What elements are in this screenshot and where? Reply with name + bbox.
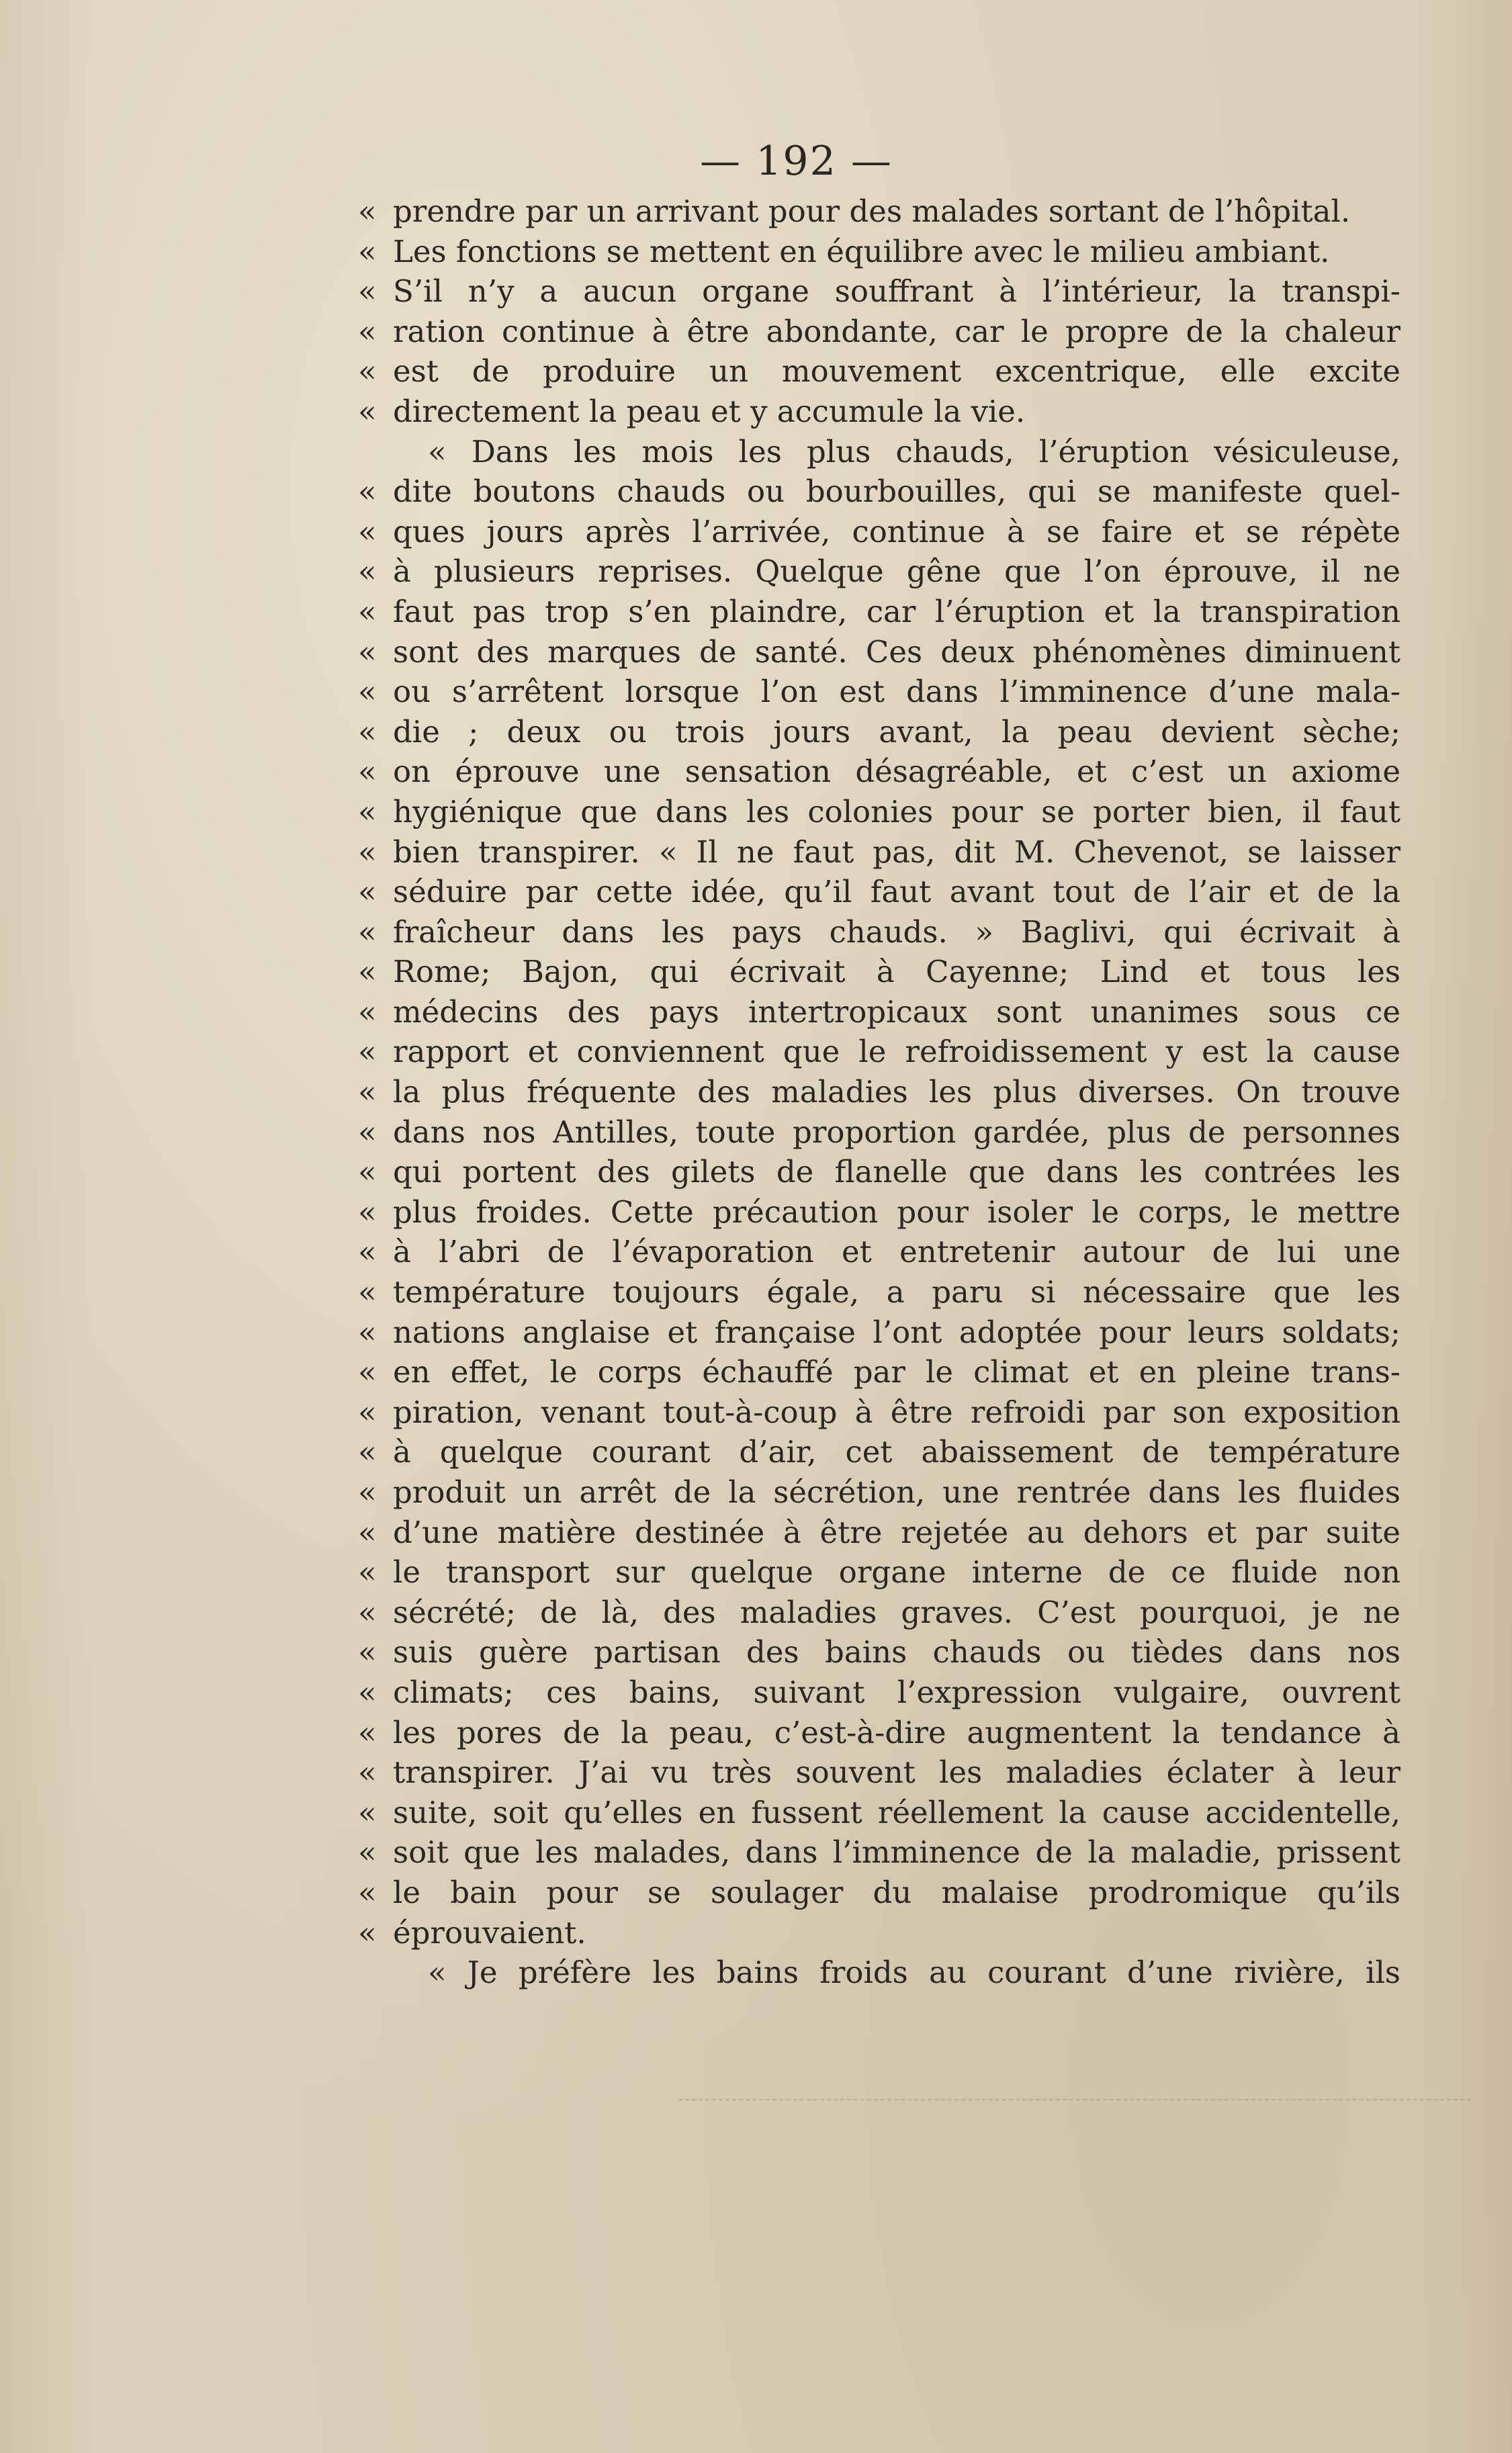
- text-line: [358, 632, 1400, 672]
- text-line: [358, 271, 1400, 312]
- line-text: en effet, le corps échauffé par le climat et en pleine trans-: [393, 1354, 1400, 1390]
- line-text: « Dans les mois les plus chauds, l’éruption vésiculeuse,: [428, 433, 1400, 470]
- quote-mark: «: [358, 1554, 377, 1591]
- text-line: [358, 312, 1400, 352]
- line-text: Les fonctions se mettent en équilibre avec le milieu ambiant.: [393, 233, 1330, 269]
- text-line: [358, 1672, 1400, 1713]
- quote-mark: «: [358, 834, 377, 870]
- quote-mark: «: [358, 553, 377, 590]
- quote-mark: «: [358, 713, 377, 750]
- quote-mark: «: [358, 1434, 377, 1470]
- quote-mark: «: [358, 793, 377, 830]
- line-text: ques jours après l’arrivée, continue à se faire et se répète: [393, 513, 1400, 549]
- quote-mark: «: [358, 674, 377, 710]
- text-line: [358, 1873, 1400, 1913]
- quote-mark: «: [358, 393, 377, 429]
- text-line: [358, 752, 1400, 792]
- line-text: on éprouve une sensation désagréable, et c’est un axiome: [393, 754, 1400, 790]
- page-edge-mark: [678, 2099, 1471, 2100]
- line-text: suis guère partisan des bains chauds ou tièdes dans nos: [393, 1634, 1400, 1670]
- quote-mark: «: [358, 1274, 377, 1310]
- quote-mark: «: [358, 1194, 377, 1230]
- quote-mark: «: [358, 1034, 377, 1070]
- quote-mark: «: [358, 513, 377, 549]
- quote-mark: «: [358, 1354, 377, 1390]
- line-text: produit un arrêt de la sécrétion, une rentrée dans les fluides: [393, 1474, 1400, 1510]
- quote-mark: «: [358, 993, 377, 1030]
- line-text: à plusieurs reprises. Quelque gêne que l’on éprouve, il ne: [393, 553, 1400, 590]
- line-text: piration, venant tout-à-coup à être refroidi par son exposition: [393, 1394, 1400, 1430]
- text-line: [358, 1232, 1400, 1272]
- text-line: [358, 1472, 1400, 1513]
- text-line: [358, 232, 1400, 272]
- quote-mark: «: [358, 954, 377, 990]
- text-line: [358, 1272, 1400, 1312]
- text-line: [358, 551, 1400, 592]
- text-line: [358, 1392, 1400, 1433]
- quote-mark: «: [358, 313, 377, 349]
- text-line: [358, 1832, 1400, 1873]
- text-line: [358, 792, 1400, 832]
- line-text: fraîcheur dans les pays chauds. » Baglivi, qui écrivait à: [393, 913, 1400, 950]
- quote-mark: «: [358, 1594, 377, 1630]
- line-text: sont des marques de santé. Ces deux phénomènes diminuent: [393, 633, 1400, 670]
- quote-mark: «: [358, 1754, 377, 1791]
- text-line: [358, 1593, 1400, 1633]
- quote-mark: «: [358, 1074, 377, 1110]
- text-line: [358, 872, 1400, 912]
- text-line: [358, 1632, 1400, 1672]
- quote-mark: «: [358, 1914, 377, 1951]
- quote-mark: «: [358, 273, 377, 310]
- text-line: [358, 1152, 1400, 1192]
- line-text: directement la peau et y accumule la vie.: [393, 393, 1026, 429]
- line-text: prendre par un arrivant pour des malades sortant de l’hôpital.: [393, 193, 1351, 229]
- line-text: ou s’arrêtent lorsque l’on est dans l’imminence d’une mala-: [393, 674, 1400, 710]
- text-line: [358, 992, 1400, 1032]
- line-text: ration continue à être abondante, car le propre de la chaleur: [393, 313, 1400, 349]
- quote-mark: «: [358, 1234, 377, 1270]
- text-line: [358, 1913, 1400, 1953]
- text-line: [358, 952, 1400, 992]
- text-line: [358, 592, 1400, 632]
- line-text: plus froides. Cette précaution pour isoler le corps, le mettre: [393, 1194, 1400, 1230]
- quote-mark: «: [358, 1634, 377, 1670]
- line-text: hygiénique que dans les colonies pour se porter bien, il faut: [393, 793, 1400, 830]
- quote-mark: «: [358, 1794, 377, 1830]
- quote-mark: «: [358, 233, 377, 269]
- text-line: [358, 1192, 1400, 1233]
- text-line: [358, 191, 1400, 232]
- quote-mark: «: [358, 1114, 377, 1150]
- line-text: dans nos Antilles, toute proportion gardée, plus de personnes: [393, 1114, 1400, 1150]
- line-text: Rome; Bajon, qui écrivait à Cayenne; Lind et tous les: [393, 954, 1400, 990]
- text-line: [358, 912, 1400, 952]
- text-line: [393, 432, 1400, 472]
- quote-mark: «: [358, 1394, 377, 1430]
- line-text: nations anglaise et française l’ont adoptée pour leurs soldats;: [393, 1314, 1400, 1350]
- quote-mark: «: [358, 1474, 377, 1510]
- line-text: température toujours égale, a paru si nécessaire que les: [393, 1274, 1400, 1310]
- line-text: qui portent des gilets de flanelle que dans les contrées les: [393, 1154, 1400, 1190]
- body-text: [358, 191, 1400, 1993]
- text-line: [358, 1312, 1400, 1353]
- quote-mark: «: [358, 754, 377, 790]
- text-line: [358, 1793, 1400, 1833]
- quote-mark: «: [358, 1314, 377, 1350]
- quote-mark: «: [358, 633, 377, 670]
- line-text: transpirer. J’ai vu très souvent les maladies éclater à leur: [393, 1754, 1400, 1791]
- text-line: [358, 1713, 1400, 1753]
- line-text: S’il n’y a aucun organe souffrant à l’intérieur, la transpi-: [393, 273, 1400, 310]
- quote-mark: «: [358, 1834, 377, 1871]
- quote-mark: «: [358, 913, 377, 950]
- line-text: soit que les malades, dans l’imminence de la maladie, prissent: [393, 1834, 1400, 1871]
- line-text: à l’abri de l’évaporation et entretenir autour de lui une: [393, 1234, 1400, 1270]
- line-text: « Je préfère les bains froids au courant d’une rivière, ils: [428, 1955, 1400, 1991]
- text-line: [358, 512, 1400, 552]
- line-text: suite, soit qu’elles en fussent réellement la cause accidentelle,: [393, 1794, 1400, 1830]
- text-line: [358, 472, 1400, 512]
- text-line: [358, 1552, 1400, 1593]
- quote-mark: «: [358, 1674, 377, 1710]
- line-text: à quelque courant d’air, cet abaissement de température: [393, 1434, 1400, 1470]
- text-line: [358, 1432, 1400, 1472]
- line-text: faut pas trop s’en plaindre, car l’éruption et la transpiration: [393, 593, 1400, 629]
- quote-mark: «: [358, 593, 377, 629]
- text-line: [358, 392, 1400, 432]
- text-line: [358, 1513, 1400, 1553]
- line-text: le bain pour se soulager du malaise prodromique qu’ils: [393, 1874, 1400, 1910]
- quote-mark: «: [358, 1874, 377, 1910]
- line-text: médecins des pays intertropicaux sont unanimes sous ce: [393, 993, 1400, 1030]
- line-text: rapport et conviennent que le refroidissement y est la cause: [393, 1034, 1400, 1070]
- text-line: [358, 1752, 1400, 1793]
- line-text: d’une matière destinée à être rejetée au dehors et par suite: [393, 1514, 1400, 1550]
- text-line: [358, 712, 1400, 752]
- text-line: [393, 1953, 1400, 1993]
- line-text: séduire par cette idée, qu’il faut avant tout de l’air et de la: [393, 874, 1400, 910]
- quote-mark: «: [358, 1514, 377, 1550]
- line-text: le transport sur quelque organe interne de ce fluide non: [393, 1554, 1400, 1591]
- text-line: [358, 832, 1400, 873]
- line-text: die ; deux ou trois jours avant, la peau devient sèche;: [393, 713, 1400, 750]
- line-text: climats; ces bains, suivant l’expression vulgaire, ouvrent: [393, 1674, 1400, 1710]
- page-number: — 192 —: [700, 138, 893, 185]
- line-text: la plus fréquente des maladies les plus diverses. On trouve: [393, 1074, 1400, 1110]
- line-text: dite boutons chauds ou bourbouilles, qui se manifeste quel-: [393, 474, 1400, 510]
- line-text: bien transpirer. « Il ne faut pas, dit M. Chevenot, se laisser: [393, 834, 1400, 870]
- text-line: [358, 1112, 1400, 1153]
- quote-mark: «: [358, 874, 377, 910]
- line-text: sécrété; de là, des maladies graves. C’est pourquoi, je ne: [393, 1594, 1400, 1630]
- text-line: [358, 1352, 1400, 1392]
- line-text: est de produire un mouvement excentrique, elle excite: [393, 353, 1400, 390]
- quote-mark: «: [358, 1154, 377, 1190]
- quote-mark: «: [358, 1714, 377, 1750]
- text-line: [358, 351, 1400, 392]
- line-text: les pores de la peau, c’est-à-dire augmentent la tendance à: [393, 1714, 1400, 1750]
- line-text: éprouvaient.: [393, 1914, 586, 1951]
- text-line: [358, 1032, 1400, 1072]
- text-line: [358, 672, 1400, 712]
- quote-mark: «: [358, 353, 377, 390]
- text-line: [358, 1072, 1400, 1112]
- quote-mark: «: [358, 193, 377, 229]
- quote-mark: «: [358, 474, 377, 510]
